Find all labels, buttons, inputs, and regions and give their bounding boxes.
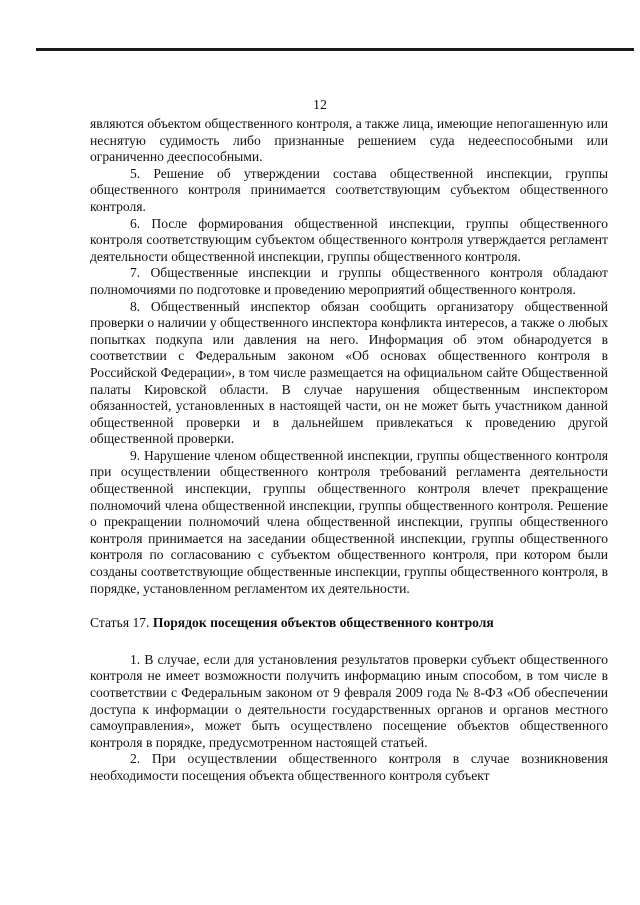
- top-rule: [36, 48, 634, 51]
- paragraph-8: 8. Общественный инспектор обязан сообщить организатору общественной проверки о наличии у общественного инспектора конфликта интересов, а также о любых попытках подкупа или давления на него. Информация об этом обнародуется в соответствии с Федеральным законом «Об основах общественного контроля в Российской Федерации», в том числе размещается на официальном сайте Общественной палаты Кировской области. В случае нарушения общественным инспектором обязанностей, установленных в настоящей части, он не может быть участником данной общественной проверки и в дальнейшем привлекаться к проведению другой общественной проверки.: [90, 298, 608, 447]
- paragraph-6: 6. После формирования общественной инспекции, группы общественного контроля соответствующим субъектом общественного контроля утверждается регламент деятельности общественной инспекции, группы общественного контроля.: [90, 215, 608, 264]
- paragraph-9: 9. Нарушение членом общественной инспекции, группы общественного контроля при осуществлении общественного контроля требований регламента деятельности общественной инспекции, группы общественного контроля влечет прекращение полномочий члена общественной инспекции, группы общественного контроля. Решение о прекращении полномочий члена общественной инспекции, группы общественного контроля принимается на заседании общественной инспекции, группы общественного контроля по согласованию с субъектом общественного контроля, при котором были созданы соответствующие общественные инспекции, группы общественного контроля, в порядке, установленном регламентом их деятельности.: [90, 447, 608, 596]
- article-label: Статья 17.: [90, 615, 150, 631]
- article-heading: [90, 615, 608, 632]
- paragraph-5: 5. Решение об утверждении состава общественной инспекции, группы общественного контроля принимается соответствующим субъектом общественного контроля.: [90, 165, 608, 214]
- paragraph-continuation: являются объектом общественного контроля, а также лица, имеющие непогашенную или неснятую судимость либо признанные решением суда недееспособными или ограниченно дееспособными.: [90, 116, 608, 165]
- document-body: [90, 116, 608, 785]
- article-paragraph-1: 1. В случае, если для установления результатов проверки субъект общественного контроля не имеет возможности получить информацию иным способом, в том числе в соответствии с Федеральным законом от 9 февраля 2009 года № 8-ФЗ «Об обеспечении доступа к информации о деятельности государственных органов и органов местного самоуправления», может быть осуществлено посещение объектов общественного контроля в порядке, предусмотренном настоящей статьей.: [90, 651, 608, 750]
- article-title: Порядок посещения объектов общественного контроля: [152, 615, 494, 631]
- article-paragraph-2: 2. При осуществлении общественного контроля в случае возникновения необходимости посещения объекта общественного контроля субъект: [90, 751, 608, 783]
- page-number: 12: [313, 98, 327, 113]
- paragraph-7: 7. Общественные инспекции и группы общественного контроля обладают полномочиями по подготовке и проведению мероприятий общественного контроля.: [90, 265, 608, 297]
